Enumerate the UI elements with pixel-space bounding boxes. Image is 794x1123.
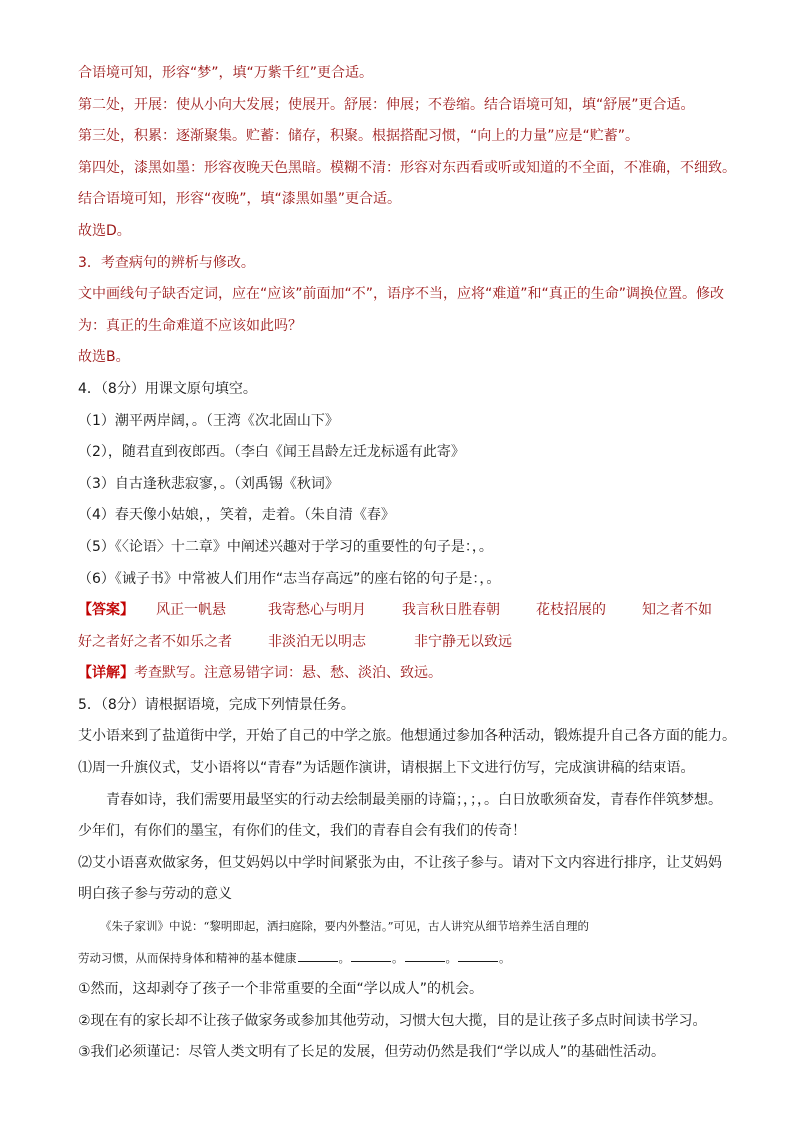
answer-blank[interactable] [458,949,498,962]
fill-in-item: （4）春天像小姑娘，，笑着，走着。（朱自清《春》 [78,507,395,524]
fill-in-item: （2），随君直到夜郎西。（李白《闻王昌龄左迁龙标遥有此寄》 [78,444,465,461]
answer-item: 非宁静无以致远 [414,633,512,650]
speech-text: 少年们，有你们的墨宝，有你们的佳文，我们的青春自会有我们的传奇！ [78,823,526,840]
explanation-line: 第二处，开展：使从小向大发展；使展开。舒展：伸展；不卷缩。结合语境可知，填“舒展”更合适。 [78,96,695,113]
answer-item: 风正一帆悬 [156,602,226,619]
quote-line: 《朱子家训》中说：“黎明即起，洒扫庭除，要内外整洁。”可见，古人讲究从细节培养生活自理的 [100,919,590,934]
answer-blank[interactable] [298,949,338,962]
task-2-prompt: 明白孩子参与劳动的意义 [78,886,232,903]
question-4-heading: 4．（8分）用课文原句填空。 [78,380,257,397]
option-2: ②现在有的家长却不让孩子做家务或参加其他劳动，习惯大包大揽，目的是让孩子多点时间读书学习。 [78,1012,707,1029]
answer-line [78,627,723,659]
question-5-intro: 艾小语来到了盐道街中学，开始了自己的中学之旅。他想通过参加各种活动，锻炼提升自己各方面的能力。 [78,728,736,745]
conclusion-line: 故选B。 [78,349,130,366]
answer-item: 知之者不如 [642,602,712,619]
separator: 。 [338,950,350,965]
document-page [78,58,736,1069]
task-1-prompt: ⑴周一升旗仪式，艾小语将以“青春”为话题作演讲，请根据上下文进行仿写，完成演讲稿的结束语。 [78,760,695,777]
explanation-line: 合语境可知，形容“梦”，填“万紫千红”更合适。 [78,65,374,81]
detail-text: 考查默写。注意易错字词：悬、愁、淡泊、致远。 [134,665,442,682]
answer-tag: 【答案】 [78,602,134,619]
question-3-heading: 3．考查病句的辨析与修改。 [78,254,255,271]
answer-blank[interactable] [351,949,391,962]
fill-in-item: （1）潮平两岸阔，。（王湾《次北固山下》 [78,412,339,429]
speech-text: 青春如诗，我们需要用最坚实的行动去绘制最美丽的诗篇；，；，。白日放歌须奋发，青春作伴筑梦想。 [106,791,722,808]
separator: 。 [499,950,511,965]
answer-line [78,595,723,627]
quote-text: 劳动习惯，从而保持身体和精神的基本健康 [78,950,297,965]
quote-line [78,943,723,975]
explanation-line: 结合语境可知，形容“夜晚”，填“漆黑如墨”更合适。 [78,191,402,208]
explanation-line: 第四处，漆黑如墨：形容夜晚天色黑暗。模糊不清：形容对东西看或听或知道的不全面，不准确，不细致。 [78,159,736,176]
fill-in-item: （5）《〈论语〉十二章》中阐述兴趣对于学习的重要性的句子是：，。 [78,538,493,555]
explanation-line: 文中画线句子缺否定词，应在“应该”前面加“不”，语序不当，应将“难道”和“真正的生命”调换位置。修改 [78,286,725,303]
separator: 。 [392,950,404,965]
task-2-prompt: ⑵艾小语喜欢做家务，但艾妈妈以中学时间紧张为由，不让孩子参与。请对下文内容进行排序，让艾妈妈 [78,854,722,871]
option-1: ①然而，这却剥夺了孩子一个非常重要的全面“学以成人”的机会。 [78,981,484,998]
answer-item: 我言秋日胜春朝 [402,602,500,619]
answer-item: 花枝招展的 [536,602,606,619]
question-5-heading: 5．（8分）请根据语境，完成下列情景任务。 [78,696,355,713]
separator: 。 [445,950,457,965]
fill-in-item: （6）《诫子书》中常被人们用作“志当存高远”的座右铭的句子是：，。 [78,570,501,587]
answer-blank[interactable] [405,949,445,962]
option-3: ③我们必须谨记：尽管人类文明有了长足的发展，但劳动仍然是我们“学以成人”的基础性活动。 [78,1044,666,1061]
answer-item: 我寄愁心与明月 [268,602,366,619]
detail-line [78,658,723,690]
answer-item: 好之者好之者不如乐之者 [78,633,232,650]
answer-item: 非淡泊无以明志 [268,633,366,650]
fill-in-item: （3）自古逢秋悲寂寥，。（刘禹锡《秋词》 [78,475,339,492]
explanation-line: 为：真正的生命难道不应该如此吗？ [78,317,302,334]
conclusion-line: 故选D。 [78,222,131,239]
explanation-line: 第三处，积累：逐渐聚集。贮蓄：储存，积聚。根据搭配习惯，“向上的力量”应是“贮蓄”。 [78,128,640,145]
detail-tag: 【详解】 [78,665,134,682]
